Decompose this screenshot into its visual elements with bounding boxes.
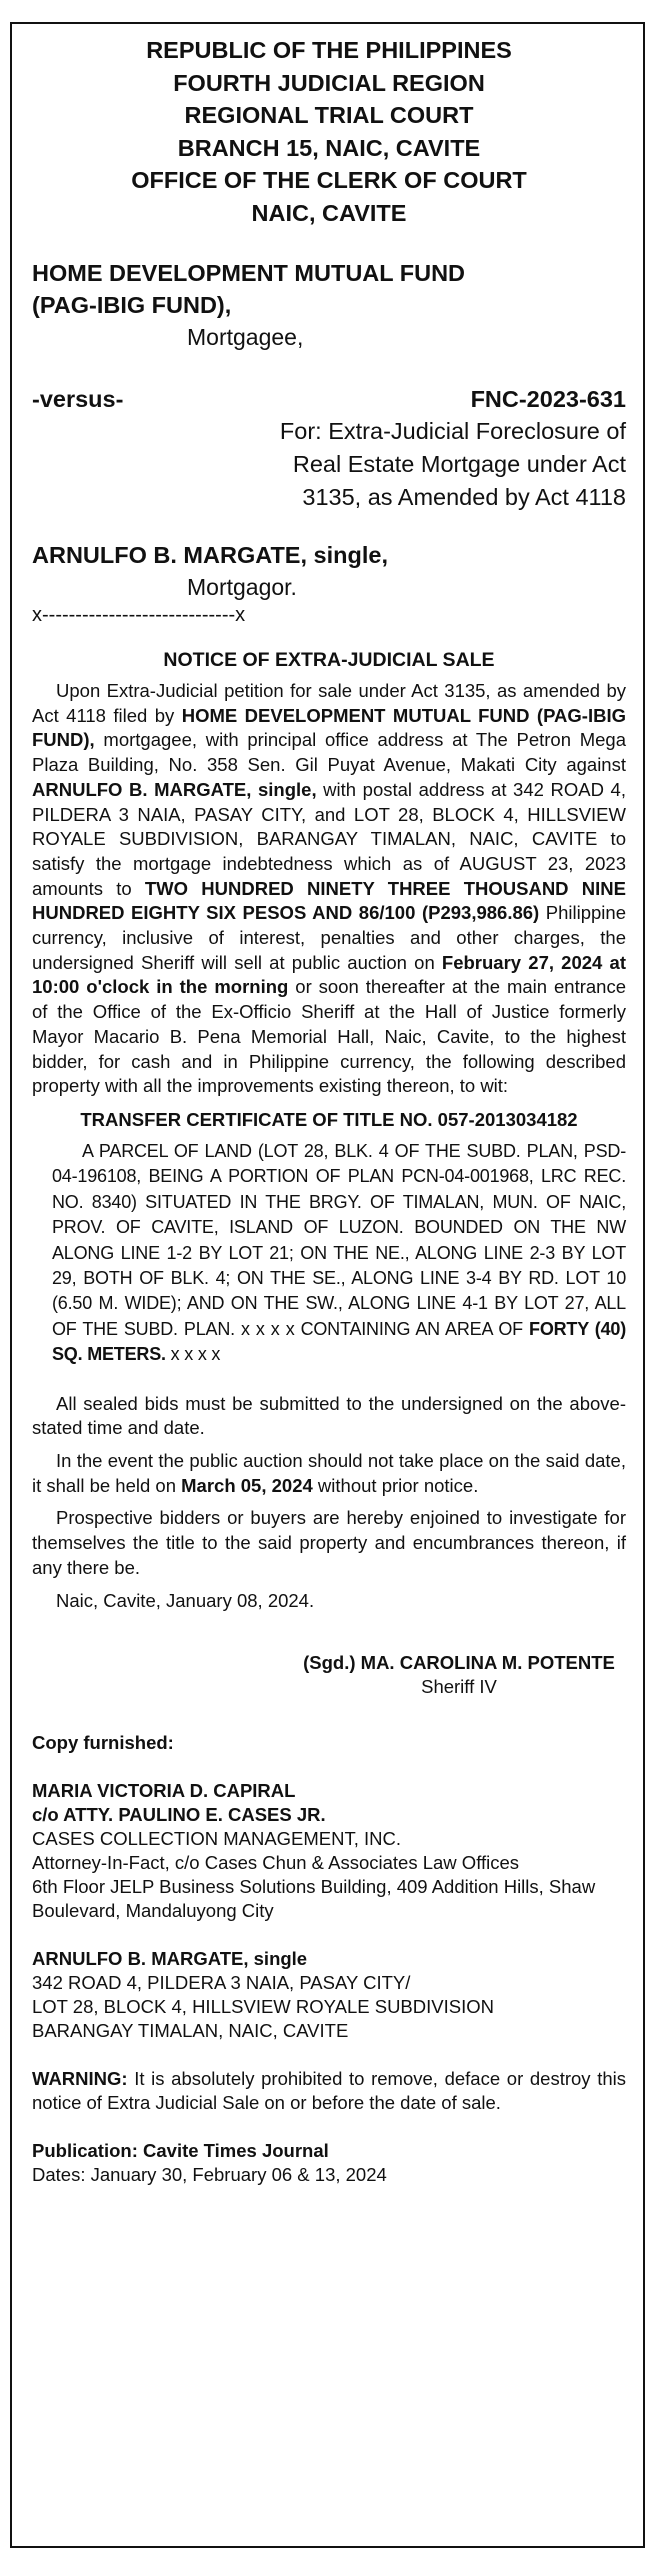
- mortgagee-role: Mortgagee,: [187, 324, 304, 350]
- mortgagee-name: HOME DEVELOPMENT MUTUAL FUND: [32, 260, 466, 286]
- postponement-paragraph: In the event the public auction should not take place on the said date, it shall be held on March 05, 2024 without prior notice.: [32, 1450, 626, 1496]
- signature-block: [292, 1651, 626, 1699]
- versus-row: [32, 383, 626, 415]
- recipient-name: MARIA VICTORIA D. CAPIRAL: [32, 1780, 296, 1802]
- recipient-attn: c/o ATTY. PAULINO E. CASES JR.: [32, 1804, 326, 1826]
- sealed-bids-paragraph: All sealed bids must be submitted to the undersigned on the above-stated time and date.: [32, 1392, 626, 1439]
- notice-title: NOTICE OF EXTRA-JUDICIAL SALE: [163, 649, 495, 671]
- sheriff-name: (Sgd.) MA. CAROLINA M. POTENTE: [303, 1652, 615, 1674]
- recipient-address: BARANGAY TIMALAN, NAIC, CAVITE: [32, 2020, 349, 2042]
- header-line: NAIC, CAVITE: [251, 199, 407, 226]
- case-caption: [32, 257, 626, 627]
- recipient-address: CASES COLLECTION MANAGEMENT, INC.: [32, 1828, 402, 1850]
- publication-name: Publication: Cavite Times Journal: [32, 2140, 329, 2162]
- for-line: For: Extra-Judicial Foreclosure of: [279, 418, 626, 444]
- copy-furnished-label: Copy furnished:: [32, 1732, 174, 1754]
- header-line: FOURTH JUDICIAL REGION: [173, 69, 485, 96]
- publication-dates: Dates: January 30, February 06 & 13, 2024: [32, 2164, 387, 2186]
- notice-paragraph-main: Upon Extra-Judicial petition for sale under Act 3135, as amended by Act 4118 filed by HOME DEVELOPMENT MUTUAL FUND (PAG-IBIG FUND), mortgagee, with principal office address at The Petron Mega Plaza Building, No. 358 Sen. Gil Puyat Avenue, Makati City against ARNULFO B. MARGATE, single, with postal address at 342 ROAD 4, PILDERA 3 NAIA, PASAY CITY, and LOT 28, BLOCK 4, HILLSVIEW ROYALE SUBDIVISION, BARANGAY TIMALAN, NAIC, CAVITE to satisfy the mortgage indebtedness which as of AUGUST 23, 2023 amounts to TWO HUNDRED NINETY THREE THOUSAND NINE HUNDRED EIGHTY SIX PESOS AND 86/100 (P293,986.86) Philippine currency, inclusive of interest, penalties and other charges, the undersigned Sheriff will sell at public auction on February 27, 2024 at 10:00 o'clock in the morning or soon thereafter at the main entrance of the Office of the Ex-Officio Sheriff at the Hall of Justice formerly Mayor Macario B. Pena Memorial Hall, Naic, Cavite, to the highest bidder, for cash and in Philippine currency, the following described property with all the improvements existing thereon, to wit:: [32, 680, 626, 1097]
- recipient-name: ARNULFO B. MARGATE, single: [32, 1948, 308, 1970]
- header-line: BRANCH 15, NAIC, CAVITE: [177, 134, 481, 161]
- recipient-block: [32, 1947, 626, 2043]
- recipient-block: [32, 1779, 626, 1923]
- header-line: REPUBLIC OF THE PHILIPPINES: [146, 37, 512, 63]
- warning-text: WARNING: It is absolutely prohibited to remove, deface or destroy this notice of Extra Judicial Sale on or before the date of sale.: [32, 2068, 626, 2114]
- recipient-address: 6th Floor JELP Business Solutions Building, 409 Addition Hills, Shaw Boulevard, Mandaluyong City: [32, 1876, 596, 1922]
- sheriff-title: Sheriff IV: [421, 1676, 497, 1698]
- mortgagee-name-cont: (PAG-IBIG FUND),: [32, 292, 232, 318]
- for-line: Real Estate Mortgage under Act: [292, 451, 626, 477]
- bidders-paragraph: Prospective bidders or buyers are hereby enjoined to investigate for themselves the title to the said property and encumbrances thereon, if any there be.: [32, 1507, 626, 1578]
- court-header: [32, 34, 626, 229]
- for-line: 3135, as Amended by Act 4118: [302, 484, 626, 510]
- tct-title: TRANSFER CERTIFICATE OF TITLE NO. 057-2013034182: [80, 1108, 578, 1130]
- property-description: A PARCEL OF LAND (LOT 28, BLK. 4 OF THE SUBD. PLAN, PSD-04-196108, BEING A PORTION OF PLAN PCN-04-001968, LRC REC. NO. 8340) SITUATED IN THE BRGY. OF TIMALAN, MUN. OF NAIC, PROV. OF CAVITE, ISLAND OF LUZON. BOUNDED ON THE NW ALONG LINE 1-2 BY LOT 21; ON THE NE., ALONG LINE 2-3 BY LOT 29, BOTH OF BLK. 4; ON THE SE., ALONG LINE 3-4 BY RD. LOT 10 (6.50 M. WIDE); AND ON THE SW., ALONG LINE 4-1 BY LOT 27, ALL OF THE SUBD. PLAN. x x x x CONTAINING AN AREA OF FORTY (40) SQ. METERS. x x x x: [52, 1140, 626, 1365]
- header-line: OFFICE OF THE CLERK OF COURT: [131, 167, 527, 193]
- recipient-address: LOT 28, BLOCK 4, HILLSVIEW ROYALE SUBDIVISION: [32, 1996, 494, 2018]
- mortgagor-name: ARNULFO B. MARGATE, single,: [32, 542, 388, 568]
- versus-label: -versus-: [32, 386, 124, 412]
- caption-separator: x-----------------------------x: [32, 604, 246, 626]
- date-line: Naic, Cavite, January 08, 2024.: [56, 1589, 315, 1611]
- publication-block: [32, 2139, 626, 2187]
- recipient-address: 342 ROAD 4, PILDERA 3 NAIA, PASAY CITY/: [32, 1972, 411, 1994]
- recipient-address: Attorney-In-Fact, c/o Cases Chun & Associates Law Offices: [32, 1852, 520, 1874]
- header-line: REGIONAL TRIAL COURT: [184, 102, 474, 128]
- notice-document: [32, 34, 626, 2187]
- case-number: FNC-2023-631: [470, 386, 626, 412]
- mortgagor-role: Mortgagor.: [187, 574, 297, 600]
